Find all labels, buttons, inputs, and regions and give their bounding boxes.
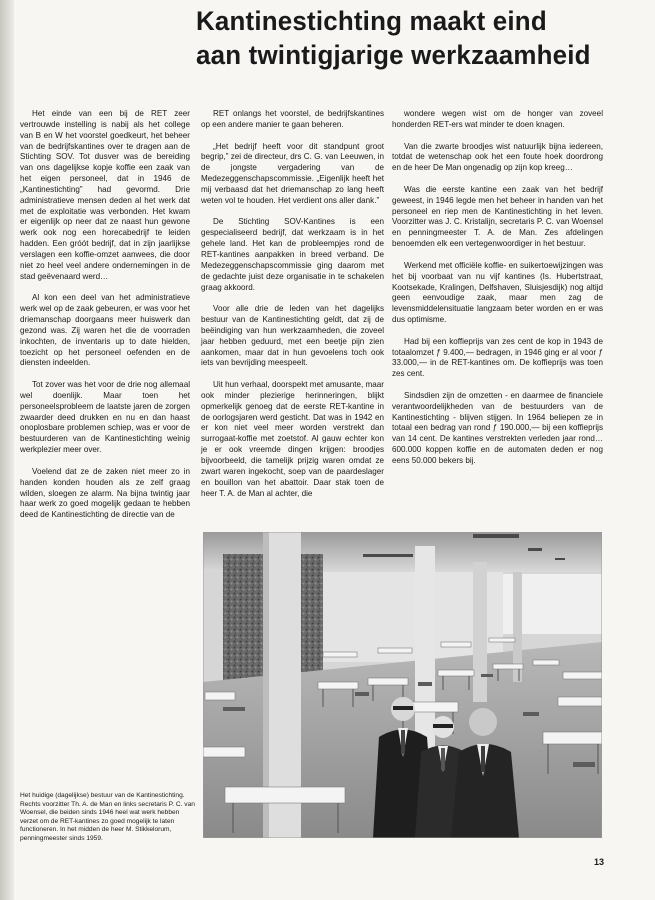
canteen-photo-illustration	[203, 532, 602, 838]
page-spine-shadow	[0, 0, 14, 900]
paragraph: Voor alle drie de leden van het dagelijks bestuur van de Kantinestichting geldt, dat zij de beëindiging van hun werkzaamheden, die zoveel jaar hebben geduurd, met een beetje pijn zien aankomen, maar dat in hun gevoelens toch ook iets van bevrijding meespeelt.	[201, 304, 384, 368]
paragraph: wondere wegen wist om de honger van zoveel honderden RET-ers wat minder te doen knagen.	[392, 109, 603, 129]
headline-line-1: Kantinestichting maakt eind	[196, 6, 547, 36]
page-number: 13	[594, 857, 605, 867]
photo-caption: Het huidige (dagelijkse) bestuur van de Kantinestichting. Rechts voorzitter Th. A. de Man en links secretaris P. C. van Woensel, die beiden sinds 1946 heel wat werk hebben verzet om de RET-kantines zo goed mogelijk te laten functioneren. In het midden de heer M. Stikkelorum, penningmeester sinds 1959.	[20, 792, 195, 842]
article-headline	[196, 4, 628, 72]
text-column-1	[20, 109, 190, 521]
paragraph: Was die eerste kantine een zaak van het bedrijf geweest, in 1946 legde men het beheer in handen van het personeel en riep men de Kantinestichting in het leven. Voorzitter was J. C. Kristalijn, secretaris P. C. van Woensel en penningmeester T. A. de Man. Zes afdelingen benoemden elk een vertegenwoordiger in het bestuur.	[392, 184, 603, 249]
paragraph: Van die zwarte broodjes wist natuurlijk bijna iedereen, totdat de wetenschap ook het een foute hoek doordrong en de heer De Man ongenadig op zijn kop kreeg…	[392, 141, 603, 173]
paragraph: Al kon een deel van het administratieve werk wel op de zaak gebeuren, er was voor het driemanschap doorgaans meer huiswerk dan gezond was. Zij waren het die de voorraden inkochten, de inventaris up to date hielden, toezicht op het personeel oefenden en de diensten indeelden.	[20, 293, 190, 368]
paragraph: Sindsdien zijn de omzetten - en daarmee de financiele verantwoordelijkheden van de bestuurders van de Kantinestichting - blijven stijgen. In 1964 beliepen ze in totaal een bedrag van rond ƒ 190.000,— bij een koffieprijs van 14 cent. De kantines verstrekten verleden jaar rond… 600.000 koppen koffie en de automaten deden er nog eens 50.000 bekers bij.	[392, 390, 603, 465]
paragraph: Uit hun verhaal, doorspekt met amusante, maar ook minder plezierige herinneringen, blijkt opmerkelijk genoeg dat de eerste RET-kantine in de oorlogsjaren werd gesticht. Dat was in 1942 en er kon niet veel meer worden verstrekt dan surrogaat-koffie met zoetstof. Al gauw echter kon je er ook vreemde dingen krijgen: broodjes bijvoorbeeld, die tamelijk prijzig waren omdat ze zwart waren ingekocht, soep van de paardeslager en bouillon van het abattoir. Daar stak toen de heer T. A. de Man al achter, die	[201, 380, 384, 498]
paragraph: RET onlangs het voorstel, de bedrijfskantines op een andere manier te gaan beheren.	[201, 109, 384, 129]
paragraph: Had bij een koffieprijs van zes cent de kop in 1943 de totaalomzet ƒ 9.400,— bedragen, in 1946 ging er al voor ƒ 33.000,— in de RET-kantines om. De koffieprijs was toen zes cent.	[392, 336, 603, 379]
paragraph: Het einde van een bij de RET zeer vertrouwde instelling is nabij als het college van B en W het voorstel goedkeurt, het beheer van de bedrijfskantines over te dragen aan de Stichting SOV. Tot dusver was de bereiding van ons dagelijkse kopje koffie een zaak van het eigen personeel, dat in 1946 de „Kantinestichting” had gevormd. Drie administratieve mensen deden al het werk dat met de exploitatie was verbonden. Het kwam er eigenlijk op neer dat ze naast hun gewone werk ook nog een horecabedrijf te leiden hadden. Een gróót bedrijf, dat in zijn jaarlijkse verslagen een koffie-omzet aanwees, die door niet zo heel veel andere ondernemingen in de stad geëvenaard werd…	[20, 109, 190, 281]
canteen-photo	[203, 532, 602, 838]
paragraph: Tot zover was het voor de drie nog allemaal wel doenlijk. Maar toen het personeelsprobleem de laatste jaren de zorgen zwaarder deed drukken en nu en dan haast onoplosbare problemen schiep, was er voor de bestuurderen van de Kantinestichting weinig werkplezier meer over.	[20, 380, 190, 455]
paragraph: „Het bedrijf heeft voor dit standpunt groot begrip,” zei de directeur, drs C. G. van Leeuwen, in de jongste vergadering van de Medezeggenschapscommissie. „Eigenlijk heeft het mij verbaasd dat het driemanschap zo lang heeft weten vol te houden. Het verdient ons aller dank.”	[201, 141, 384, 205]
headline-line-2: aan twintigjarige werkzaamheid	[196, 40, 591, 70]
text-column-3	[392, 109, 603, 467]
text-column-2	[201, 109, 384, 499]
paragraph: De Stichting SOV-Kantines is een gespecialiseerd bedrijf, dat werkzaam is in het gehele land. Het kan de probleempjes rond de RET-kantines aanpakken in breed verband. De Medezeggenschapscommissie ging daarom met de gedachte juist deze organisatie in te schakelen graag akkoord.	[201, 217, 384, 292]
paragraph: Werkend met officiële koffie- en suikertoewijzingen was het bij voorbaat van nu vijf kantines (Is. Hubertstraat, Kootsekade, Kralingen, Delfshaven, Sluisjesdijk) nog altijd geen eenvoudige zaak, maar men zag de levensmiddelensituatie langzaam beter worden en er was dus optimisme.	[392, 260, 603, 325]
paragraph: Voelend dat ze de zaken niet meer zo in handen konden houden als ze zelf graag wilden, sloegen ze alarm. Na bijna twintig jaar haar werk zo goed mogelijk gedaan te hebben deed de Kantinestichting de directie van de	[20, 466, 190, 520]
